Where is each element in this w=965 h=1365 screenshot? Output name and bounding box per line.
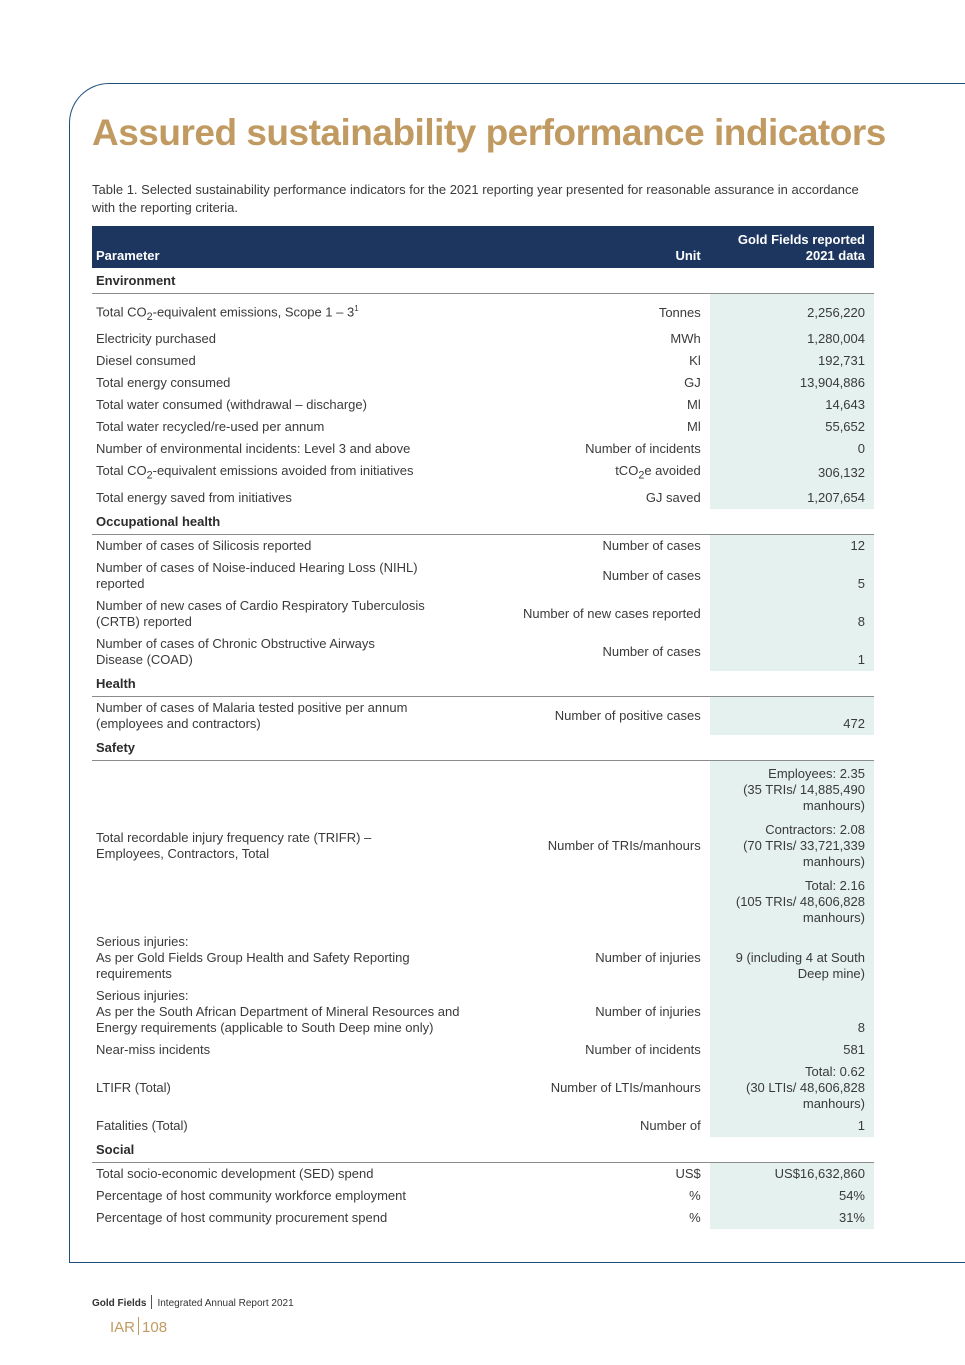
row-value: 581: [710, 1039, 874, 1061]
table-row: [92, 487, 874, 509]
row-parameter: Diesel consumed: [96, 352, 196, 368]
table-row: [92, 595, 874, 633]
row-value: 2,256,220: [710, 298, 874, 328]
table-caption: Table 1. Selected sustainability performance indicators for the 2021 reporting year presented for reasonable assurance in accordance with the reporting criteria.: [92, 182, 859, 215]
row-parameter: Percentage of host community procurement spend: [96, 1209, 388, 1225]
header-value-line1: Gold Fields reported: [737, 232, 865, 247]
row-unit: Number of cases: [602, 537, 701, 553]
table-row: [92, 985, 874, 1039]
row-value: 8: [710, 985, 874, 1039]
row-parameter: Total $CO_2$-equivalent emissions, Scope $1 - 3^1$: [96, 304, 359, 323]
header-parameter: Parameter: [92, 226, 498, 268]
row-parameter: Near-miss incidents: [96, 1041, 211, 1057]
table-row: [92, 557, 874, 595]
page-title: Assured sustainability performance indicators: [92, 112, 886, 153]
page-number: 108: [142, 1319, 168, 1336]
table-row: [92, 1162, 874, 1185]
row-unit: Number of injuries: [595, 949, 701, 965]
row-parameter: Serious injuries: As per the South African Department of Mineral Resources and Energy requirements (applicable to South Deep mine only): [96, 987, 460, 1035]
row-value: 1: [710, 633, 874, 671]
indicators-table: [92, 226, 874, 1229]
table-row: [92, 931, 874, 985]
row-unit: Number of injuries: [595, 1003, 701, 1019]
row-value: 192,731: [710, 350, 874, 372]
row-parameter: Number of cases of Silicosis reported: [96, 537, 312, 553]
row-unit: MWh: [670, 330, 701, 346]
row-unit: Number of incidents: [585, 440, 701, 456]
table-row: [92, 760, 874, 931]
row-parameter: Number of cases of Noise-induced Hearing Loss (NIHL) reported: [96, 559, 418, 591]
table-row: [92, 1039, 874, 1061]
row-unit: %: [689, 1187, 701, 1203]
row-value: [710, 760, 874, 931]
trifr-contractors: Contractors: 2.08 (70 TRIs/ 33,721,339 manhours): [743, 821, 865, 869]
row-unit: Number of LTIs/manhours: [550, 1079, 701, 1095]
section-occupational-health: [92, 509, 874, 535]
row-value: 12: [710, 534, 874, 557]
table-row: [92, 534, 874, 557]
header-value-line2: 2021 data: [805, 248, 865, 263]
row-parameter: Number of cases of Chronic Obstructive Airways Disease (COAD): [96, 635, 375, 667]
row-parameter: Serious injuries: As per Gold Fields Group Health and Safety Reporting requirements: [96, 933, 410, 981]
row-value: 55,652: [710, 416, 874, 438]
table-row: [92, 696, 874, 735]
row-parameter: Total socio-economic development (SED) spend: [96, 1165, 374, 1181]
row-unit: Tonnes: [658, 304, 701, 320]
row-value: 13,904,886: [710, 372, 874, 394]
table-row: [92, 1207, 874, 1229]
row-parameter: Total recordable injury frequency rate (TRIFR) – Employees, Contractors, Total: [96, 829, 372, 861]
row-parameter: LTIFR (Total): [96, 1079, 171, 1095]
row-unit: Number of cases: [602, 643, 701, 659]
row-unit: Ml: [687, 396, 701, 412]
footnote-marker: 1: [354, 304, 359, 313]
footer-iar: IAR: [110, 1319, 136, 1336]
row-parameter: Total water consumed (withdrawal – discharge): [96, 396, 367, 412]
section-title: Social: [92, 1137, 498, 1163]
row-value: 5: [710, 557, 874, 595]
row-value: 1,280,004: [710, 328, 874, 350]
section-environment: [92, 268, 874, 294]
row-unit: Number of positive cases: [554, 707, 701, 723]
section-title: Occupational health: [92, 509, 498, 535]
row-parameter: Total water recycled/re-used per annum: [96, 418, 325, 434]
footer-page-divider: [138, 1317, 139, 1335]
table-row: [92, 416, 874, 438]
row-value: 306,132: [710, 460, 874, 487]
table-row: [92, 1185, 874, 1207]
row-value: 0: [710, 438, 874, 460]
row-value: 31%: [710, 1207, 874, 1229]
row-parameter: Fatalities (Total): [96, 1117, 188, 1133]
row-unit: Ml: [687, 418, 701, 434]
row-unit: Number of new cases reported: [522, 605, 701, 621]
row-value: 14,643: [710, 394, 874, 416]
row-value: 54%: [710, 1185, 874, 1207]
row-unit: Number of incidents: [585, 1041, 701, 1057]
row-parameter: Percentage of host community workforce employment: [96, 1187, 406, 1203]
row-parameter: Number of new cases of Cardio Respiratory Tuberculosis (CRTB) reported: [96, 597, 425, 629]
table-row: [92, 438, 874, 460]
header-unit: Unit: [498, 226, 710, 268]
row-value: 472: [710, 696, 874, 735]
row-parameter: Number of cases of Malaria tested positive per annum (employees and contractors): [96, 699, 408, 731]
header-value: [710, 226, 874, 268]
footer-company: Gold Fields: [92, 1298, 147, 1309]
row-parameter: Electricity purchased: [96, 330, 216, 346]
row-value: 9 (including 4 at South Deep mine): [710, 931, 874, 985]
footer-brand: [92, 1295, 294, 1309]
row-unit: GJ: [684, 374, 701, 390]
section-title: Safety: [92, 735, 498, 761]
section-health: [92, 671, 874, 697]
row-parameter: Total energy consumed: [96, 374, 231, 390]
footer-page-number: [110, 1317, 167, 1336]
table-row: [92, 298, 874, 328]
row-parameter: Total $CO_2$-equivalent emissions avoided from initiatives: [96, 462, 414, 482]
section-social: [92, 1137, 874, 1163]
table-row: [92, 460, 874, 487]
row-unit: Number of cases: [602, 567, 701, 583]
row-unit: GJ saved: [645, 489, 701, 505]
section-safety: [92, 735, 874, 761]
table-row: [92, 394, 874, 416]
row-unit: Kl: [689, 352, 701, 368]
trifr-employees: Employees: 2.35 (35 TRIs/ 14,885,490 manhours): [743, 765, 865, 813]
footer-report-title: Integrated Annual Report 2021: [157, 1298, 294, 1309]
row-value: 1: [710, 1115, 874, 1137]
table-row: [92, 372, 874, 394]
row-value: Total: 0.62 (30 LTIs/ 48,606,828 manhours): [710, 1061, 874, 1115]
section-title: Health: [92, 671, 498, 697]
table-row: [92, 1061, 874, 1115]
section-title: Environment: [92, 268, 498, 294]
table-row: [92, 328, 874, 350]
row-unit: Number of TRIs/manhours: [547, 837, 701, 853]
row-unit: Number of: [640, 1117, 701, 1133]
row-value: 1,207,654: [710, 487, 874, 509]
row-value: US$16,632,860: [710, 1162, 874, 1185]
row-parameter: Total energy saved from initiatives: [96, 489, 292, 505]
trifr-total: Total: 2.16 (105 TRIs/ 48,606,828 manhours): [735, 877, 865, 925]
table-header-row: [92, 226, 874, 268]
footer-divider: [151, 1295, 152, 1309]
row-unit: US$: [675, 1165, 701, 1181]
row-value: 8: [710, 595, 874, 633]
row-unit: %: [689, 1209, 701, 1225]
table-row: [92, 633, 874, 671]
table-row: [92, 350, 874, 372]
row-unit: tCO$_2$e avoided: [615, 462, 701, 482]
row-parameter: Number of environmental incidents: Level 3 and above: [96, 440, 411, 456]
table-row: [92, 1115, 874, 1137]
